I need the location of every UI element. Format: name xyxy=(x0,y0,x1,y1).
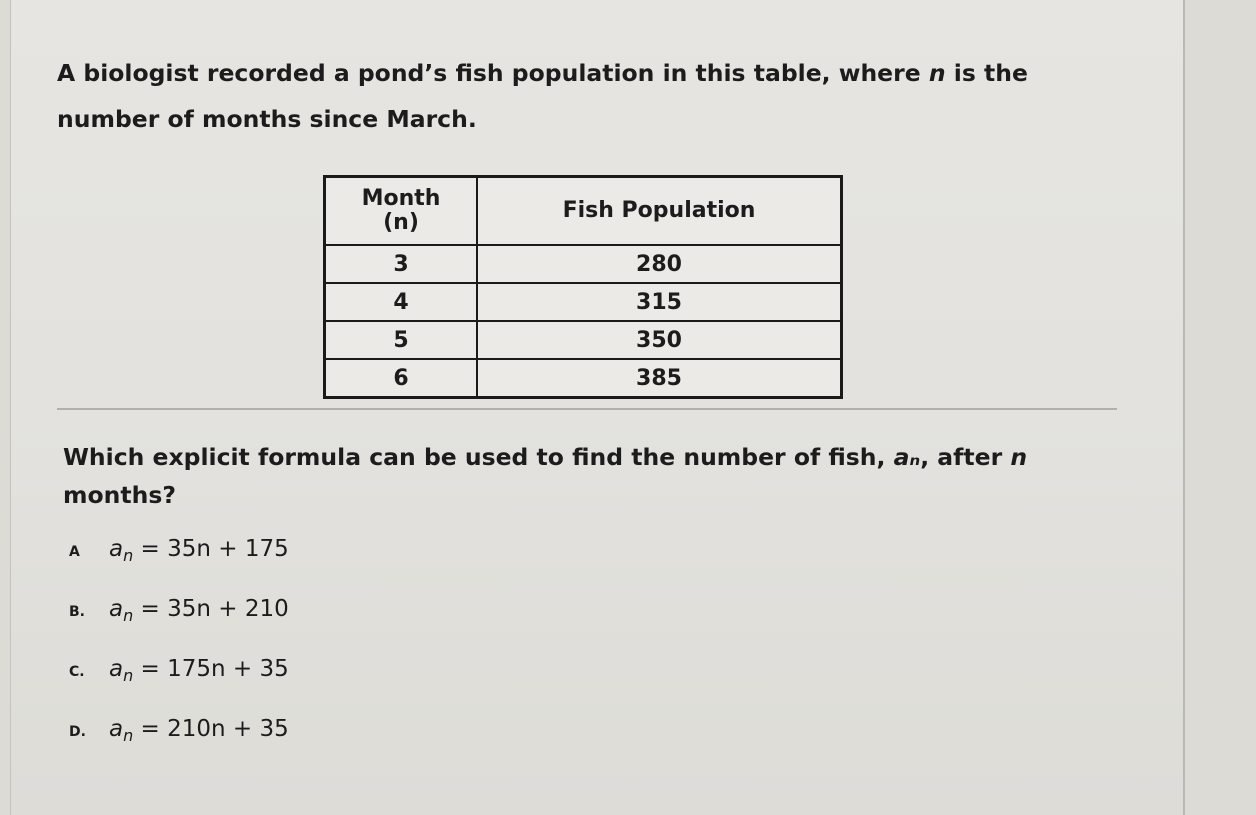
formula-a: a xyxy=(109,536,124,562)
formula-a: a xyxy=(109,596,124,622)
question-an-variable: aₙ xyxy=(893,443,921,471)
month-cell: 4 xyxy=(325,283,478,321)
fish-population-table-container xyxy=(323,175,843,399)
month-cell: 5 xyxy=(325,321,478,359)
month-header-variable: (n) xyxy=(383,210,419,235)
choice-formula xyxy=(109,716,289,745)
question-text-start: Which explicit formula can be used to find the number of fish, xyxy=(63,443,894,471)
intro-text-end: is the number of months since March. xyxy=(57,59,1028,133)
question-text xyxy=(63,438,1123,514)
choice-letter: A xyxy=(69,544,80,560)
fish-population-table xyxy=(323,175,843,399)
formula-subscript: n xyxy=(123,666,134,685)
population-cell: 385 xyxy=(477,359,842,398)
table-header-row xyxy=(325,177,842,246)
month-cell: 6 xyxy=(325,359,478,398)
choice-formula xyxy=(109,536,289,565)
formula-subscript: n xyxy=(123,546,134,565)
question-text-end: months? xyxy=(63,481,176,509)
choice-letter: C. xyxy=(69,664,85,680)
population-column-header: Fish Population xyxy=(477,177,842,246)
table-row xyxy=(325,245,842,283)
month-header-label: Month xyxy=(361,186,441,211)
population-cell: 280 xyxy=(477,245,842,283)
formula-rhs: = 35n + 175 xyxy=(133,536,289,562)
table-row xyxy=(325,321,842,359)
formula-subscript: n xyxy=(123,726,134,745)
question-text-middle: , after xyxy=(920,443,1011,471)
formula-rhs: = 175n + 35 xyxy=(133,656,289,682)
choice-letter: D. xyxy=(69,724,86,740)
problem-statement xyxy=(57,50,1137,142)
choice-letter: B. xyxy=(69,604,85,620)
intro-text-start: A biologist recorded a pond’s fish population in this table, where xyxy=(57,59,929,87)
formula-rhs: = 35n + 210 xyxy=(133,596,289,622)
formula-subscript: n xyxy=(123,606,134,625)
formula-a: a xyxy=(109,716,124,742)
table-row xyxy=(325,283,842,321)
worksheet-page xyxy=(10,0,1185,815)
choice-formula xyxy=(109,596,289,625)
intro-n-variable: n xyxy=(928,59,946,87)
formula-rhs: = 210n + 35 xyxy=(133,716,289,742)
population-cell: 315 xyxy=(477,283,842,321)
section-divider xyxy=(57,408,1117,410)
population-cell: 350 xyxy=(477,321,842,359)
month-column-header xyxy=(325,177,478,246)
table-row xyxy=(325,359,842,398)
question-n-variable: n xyxy=(1010,443,1028,471)
month-cell: 3 xyxy=(325,245,478,283)
choice-formula xyxy=(109,656,289,685)
formula-a: a xyxy=(109,656,124,682)
